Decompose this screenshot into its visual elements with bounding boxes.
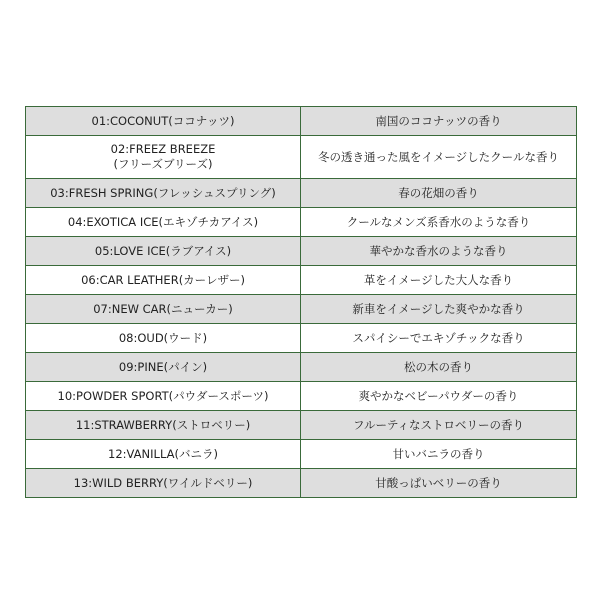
scent-description: 甘酸っぱいベリーの香り — [375, 475, 502, 490]
scent-name-cell — [26, 107, 301, 136]
table-row — [26, 107, 577, 136]
table-row — [26, 237, 577, 266]
scent-name-cell — [26, 179, 301, 208]
scent-description-cell — [301, 440, 577, 469]
scent-name: 12:VANILLA(バニラ) — [108, 446, 218, 461]
scent-name: 04:EXOTICA ICE(エキゾチカアイス) — [67, 214, 259, 229]
table-row — [26, 382, 577, 411]
scent-name: 09:PINE(パイン) — [118, 359, 208, 374]
table-row — [26, 136, 577, 179]
table-row — [26, 469, 577, 498]
scent-name-cell — [26, 411, 301, 440]
scent-description: クールなメンズ系香水のような香り — [346, 214, 531, 229]
scent-name: 08:OUD(ウード) — [118, 330, 208, 345]
scent-description: 革をイメージした大人な香り — [363, 272, 514, 287]
scent-description-cell — [301, 469, 577, 498]
scent-description-cell — [301, 295, 577, 324]
scent-description: 新車をイメージした爽やかな香り — [352, 301, 525, 316]
scent-name-cell — [26, 136, 301, 179]
scent-description-cell — [301, 353, 577, 382]
scent-name-cell — [26, 324, 301, 353]
scent-description: 冬の透き通った風をイメージしたクールな香り — [318, 149, 559, 164]
scent-description-cell — [301, 208, 577, 237]
scent-table — [25, 106, 577, 498]
scent-description: 南国のココナッツの香り — [375, 113, 502, 128]
scent-name-cell — [26, 295, 301, 324]
scent-description-cell — [301, 237, 577, 266]
scent-name: 02:FREEZ BREEZE — [110, 142, 216, 156]
scent-description-cell — [301, 107, 577, 136]
scent-name-cell — [26, 382, 301, 411]
table-row — [26, 353, 577, 382]
scent-name-cell — [26, 208, 301, 237]
scent-description: 華やかな香水のような香り — [369, 243, 508, 258]
scent-name: 10:POWDER SPORT(パウダースポーツ) — [57, 388, 269, 403]
scent-description-cell — [301, 324, 577, 353]
scent-name-cell — [26, 237, 301, 266]
table-row — [26, 324, 577, 353]
scent-name-cell — [26, 353, 301, 382]
scent-description: 爽やかなベビーパウダーの香り — [358, 388, 519, 403]
scent-name: 11:STRAWBERRY(ストロベリー) — [75, 417, 251, 432]
scent-description-cell — [301, 179, 577, 208]
scent-description-cell — [301, 266, 577, 295]
table-row — [26, 179, 577, 208]
scent-description-cell — [301, 382, 577, 411]
scent-name: 13:WILD BERRY(ワイルドベリー) — [73, 475, 253, 490]
table-row — [26, 411, 577, 440]
table-row — [26, 440, 577, 469]
scent-name-katakana: (フリーズブリーズ) — [113, 157, 213, 171]
scent-name: 03:FRESH SPRING(フレッシュスプリング) — [50, 185, 276, 200]
scent-name-cell — [26, 440, 301, 469]
scent-description: スパイシーでエキゾチックな香り — [352, 330, 525, 345]
scent-description: 春の花畑の香り — [398, 185, 479, 200]
scent-description: フルーティなストロベリーの香り — [352, 417, 525, 432]
scent-name: 07:NEW CAR(ニューカー) — [93, 301, 233, 316]
scent-name: 01:COCONUT(ココナッツ) — [91, 113, 235, 128]
scent-description-cell — [301, 411, 577, 440]
scent-description-cell — [301, 136, 577, 179]
scent-name-cell — [26, 266, 301, 295]
scent-description: 甘いバニラの香り — [392, 446, 485, 461]
table-row — [26, 266, 577, 295]
scent-name: 06:CAR LEATHER(カーレザー) — [81, 272, 245, 287]
scent-name: 05:LOVE ICE(ラブアイス) — [94, 243, 232, 258]
table-row — [26, 208, 577, 237]
scent-description: 松の木の香り — [404, 359, 473, 374]
table-row — [26, 295, 577, 324]
scent-table-body — [26, 107, 577, 498]
scent-name-cell — [26, 469, 301, 498]
